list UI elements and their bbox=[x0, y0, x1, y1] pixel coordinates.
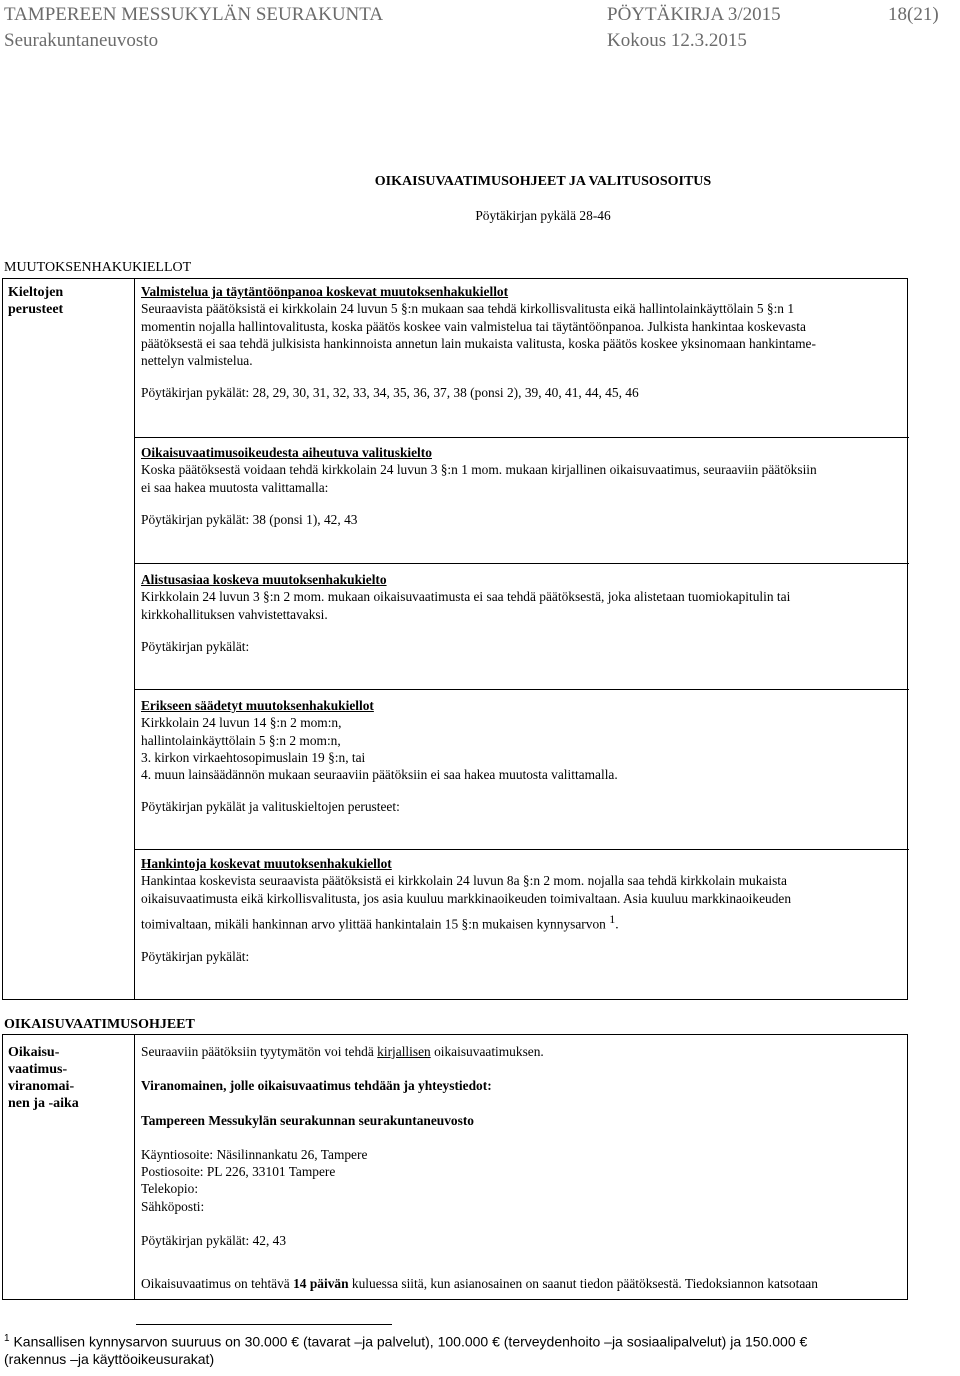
footnote-line-2: (rakennus –ja käyttöoikeusurakat) bbox=[4, 1350, 215, 1367]
oikaisuvaatimus-label: Oikaisu- vaatimus- viranomai- nen ja -aika bbox=[8, 1045, 79, 1111]
footnote-separator bbox=[136, 1324, 392, 1325]
viranomainen-heading: Viranomainen, jolle oikaisuvaatimus tehdään ja yhteystiedot: bbox=[141, 1078, 492, 1094]
row-divider bbox=[134, 437, 909, 438]
section-heading: Alistusasiaa koskeva muutoksenhakukielto bbox=[141, 572, 387, 587]
deadline-days: 14 päivän bbox=[293, 1276, 349, 1292]
section-heading: Valmistelua ja täytäntöönpanoa koskevat muutoksenhakukiellot bbox=[141, 284, 509, 299]
header-org: TAMPEREEN MESSUKYLÄN SEURAKUNTA bbox=[4, 4, 384, 25]
pykalat-text: Pöytäkirjan pykälät: bbox=[141, 948, 250, 964]
pykalat-text: Pöytäkirjan pykälät: 38 (ponsi 1), 42, 43 bbox=[141, 511, 358, 527]
kirjallisen-text: kirjallisen bbox=[377, 1044, 431, 1059]
pykalat-text: Pöytäkirjan pykälät ja valituskieltojen perusteet: bbox=[141, 799, 400, 815]
pykalat-text: Pöytäkirjan pykälät: 42, 43 bbox=[141, 1233, 287, 1249]
section-oikaisuvaatimusoikeus: Oikaisuvaatimusoikeudesta aiheutuva valituskielto Koska päätöksestä voidaan tehdä kirkkolain 24 luvun 3 §:n 1 mom. mukaan kirjallinen oikaisuvaatimus, seuraaviin päätöksiin ei saa hakea muutosta valittamalla: Pöytäkirjan pykälät: 38 (ponsi 1), 42, 43 bbox=[141, 444, 906, 528]
section-erikseen-saadetyt: Erikseen säädetyt muutoksenhakukiellot Kirkkolain 24 luvun 14 §:n 2 mom:n, hallintolainkäyttölain 5 §:n 2 mom:n, 3. kirkon virkaehtosopimuslain 19 §:n, tai 4. muun lainsäädännön mukaan seuraaviin päätöksiin ei saa hakea muutosta valittamalla. Pöytäkirjan pykälät ja valituskieltojen perusteet: bbox=[141, 697, 906, 816]
section-heading-muutoksenhakukiellot: MUUTOKSENHAKUKIELLOT bbox=[4, 260, 192, 275]
header-body: Seurakuntaneuvosto bbox=[4, 30, 159, 51]
section-hankinnat: Hankintoja koskevat muutoksenhakukiellot Hankintaa koskevista seuraavista päätöksistä ei kirkkolain 24 luvun 8a §:n 2 mom. nojalla saa tehdä kirkkolain mukaista oikaisuvaatimusta eikä kirkollisvalitusta, jos asia kuuluu markkinaoikeuden toimivaltaan. Asia kuuluu markkinaoikeuden toimivaltaan, mikäli hankinnan arvo ylittää hankintalain 15 §:n mukaisen kynnysarvon $^1$. Pöytäkirjan pykälät: bbox=[141, 855, 906, 965]
footnote-line-1: Kansallisen kynnysarvon suuruus on 30.000 € (tavarat –ja palvelut), 100.000 € (terveydenhoito –ja sosiaalipalvelut) ja 150.000 € bbox=[13, 1333, 808, 1350]
kieltojen-label: Kieltojen perusteet bbox=[8, 285, 64, 317]
page-subtitle: Pöytäkirjan pykälä 28-46 bbox=[475, 208, 611, 223]
contact-post: Postiosoite: PL 226, 33101 Tampere bbox=[141, 1164, 336, 1180]
section-heading: Oikaisuvaatimusoikeudesta aiheutuva valituskielto bbox=[141, 445, 432, 460]
section-heading-oikaisuvaatimusohjeet: OIKAISUVAATIMUSOHJEET bbox=[4, 1017, 195, 1032]
pykalat-text: Pöytäkirjan pykälät: bbox=[141, 638, 250, 654]
column-divider bbox=[134, 279, 135, 999]
row-divider bbox=[134, 563, 909, 564]
row-divider bbox=[134, 849, 909, 850]
contact-visit: Käyntiosoite: Näsilinnankatu 26, Tampere bbox=[141, 1146, 368, 1162]
footnote bbox=[4, 1330, 956, 1368]
row-divider bbox=[134, 689, 909, 690]
section-alistusasia: Alistusasiaa koskeva muutoksenhakukielto Kirkkolain 24 luvun 3 §:n 2 mom. mukaan oikaisuvaatimusta ei saa tehdä päätöksestä, joka alistetaan tuomiokapitulin tai kirkkohallituksen vahvistettavaksi. Pöytäkirjan pykälät: bbox=[141, 571, 906, 655]
section-valmistelu: Valmistelua ja täytäntöönpanoa koskevat muutoksenhakukiellot Seuraavista päätöksistä ei kirkkolain 24 luvun 5 §:n mukaan saa tehdä kirkollisvalitusta eikä hallintolainkäyttölain 5 §:n 1 momentin nojalla hallintovalitusta, koska päätös koskee vain valmistelua tai täytäntöönpanoa. Julkista hankintaa koskevasta päätöksestä ei saa tehdä julkisista hankinnoista annetun lain mukaista valitusta, koska päätös koskee yksinomaan hankintame- nettelyn valmistelua. Pöytäkirjan pykälät: 28, 29, 30, 31, 32, 33, 34, 35, 36, 37, 38 (ponsi 2), 39, 40, 41, 44, 45, 46 bbox=[141, 283, 906, 402]
header-page: 18(21) bbox=[888, 4, 939, 25]
oikaisuvaatimus-content: Seuraaviin päätöksiin tyytymätön voi tehdä kirjallisen oikaisuvaatimuksen. Viranomainen, jolle oikaisuvaatimus tehdään ja yhteystiedot: Tampereen Messukylän seurakunnan seurakuntaneuvosto Käyntiosoite: Näsilinnankatu 26, Tampere Postiosoite: PL 226, 33101 Tampere Telekopio: Sähköposti: Pöytäkirjan pykälät: 42, 43 Oikaisuvaatimus on tehtävä 14 päivän kuluessa siitä, kun asianosainen on saanut tiedon päätöksestä. Tiedoksiannon katsotaan bbox=[141, 1043, 906, 1293]
page-title: OIKAISUVAATIMUSOHJEET JA VALITUSOSOITUS bbox=[374, 174, 712, 189]
section-heading: Erikseen säädetyt muutoksenhakukiellot bbox=[141, 698, 374, 713]
footnote-reference[interactable]: 1 bbox=[609, 911, 616, 926]
column-divider bbox=[134, 1035, 135, 1299]
section-heading: Hankintoja koskevat muutoksenhakukiellot bbox=[141, 856, 392, 871]
header-meeting: Kokous 12.3.2015 bbox=[607, 30, 747, 51]
contact-email: Sähköposti: bbox=[141, 1198, 205, 1214]
contact-fax: Telekopio: bbox=[141, 1181, 199, 1197]
neuvosto-name: Tampereen Messukylän seurakunnan seurakuntaneuvosto bbox=[141, 1112, 474, 1128]
pykalat-text: Pöytäkirjan pykälät: 28, 29, 30, 31, 32, 33, 34, 35, 36, 37, 38 (ponsi 2), 39, 40, 41, 44, 45, 46 bbox=[141, 385, 639, 401]
footnote-number: 1 bbox=[4, 1333, 10, 1344]
header-doc: PÖYTÄKIRJA 3/2015 bbox=[607, 4, 781, 25]
